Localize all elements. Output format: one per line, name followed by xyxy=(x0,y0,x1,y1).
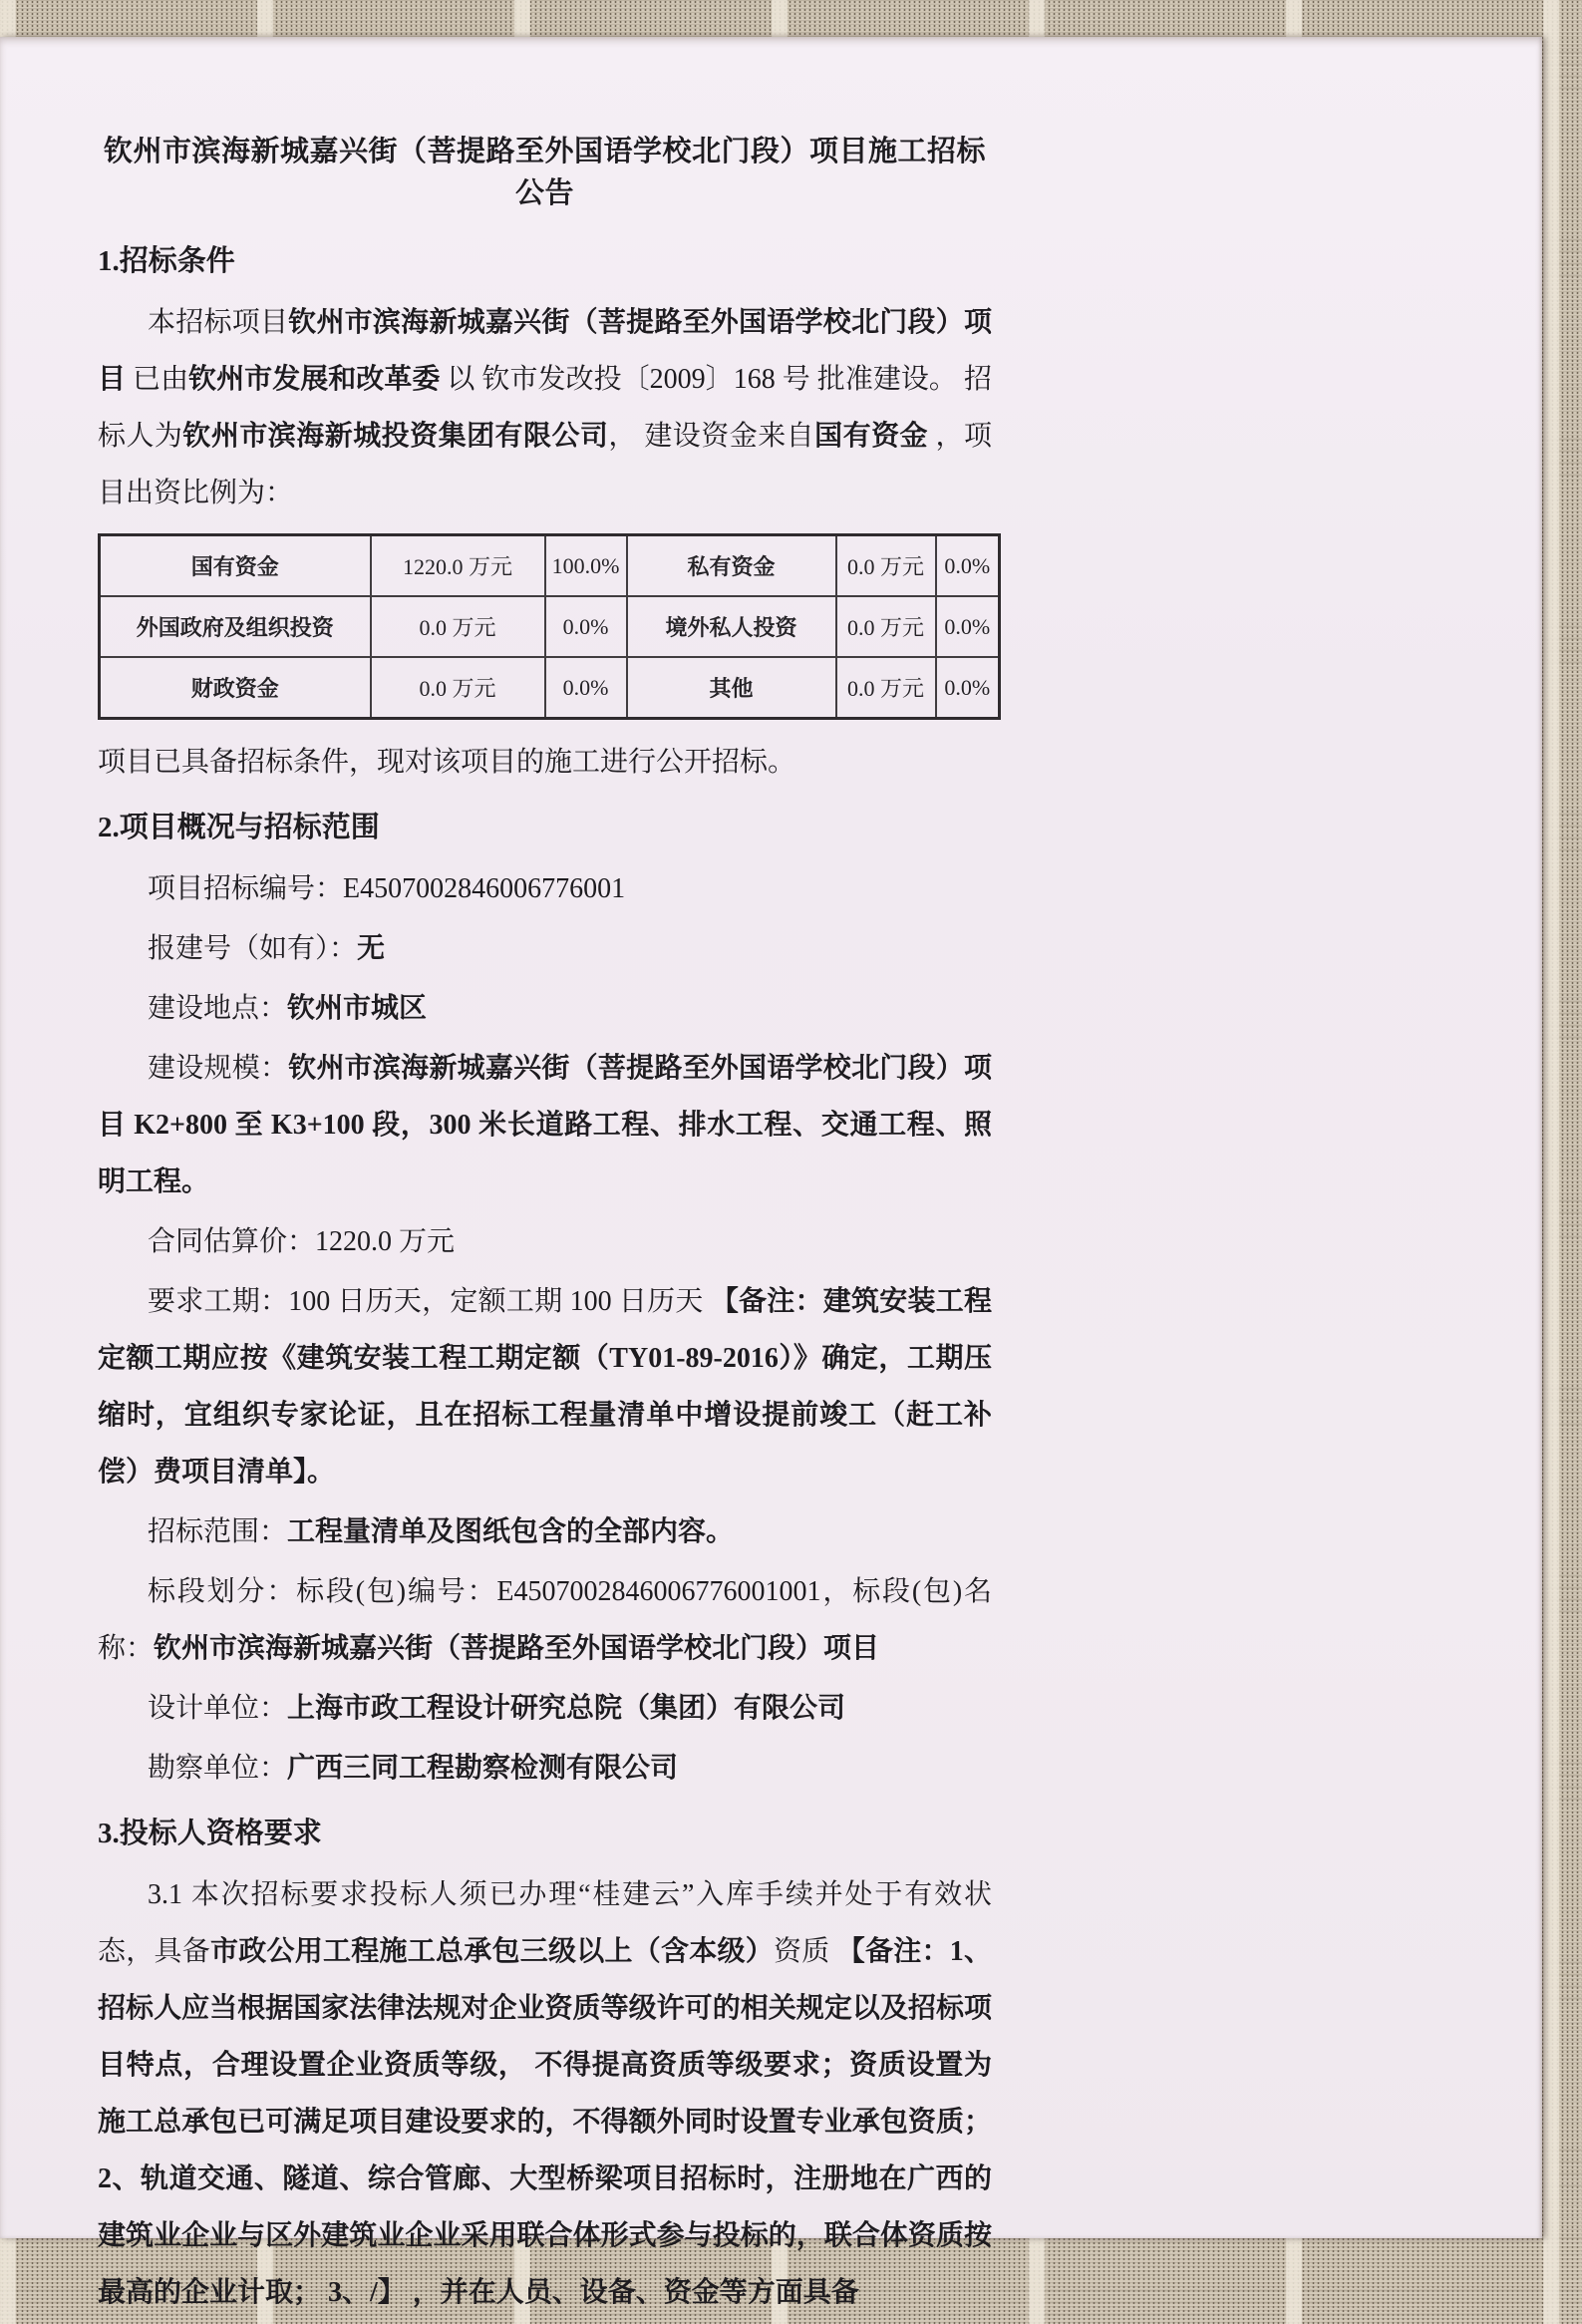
text-segment: 招标范围： xyxy=(148,1516,288,1547)
item-location xyxy=(98,980,992,1037)
text-segment: 要求工期：100 日历天，定额工期 100 日历天 xyxy=(148,1286,711,1317)
text-segment: 钦州市滨海新城嘉兴街（菩提路至外国语学校北门段）项目 K2+800 至 K3+100 段，300 米长道路工程、排水工程、交通工程、照明工程。 xyxy=(98,1053,992,1197)
table-cell-source: 国有资金 xyxy=(100,535,371,597)
table-cell-amount: 0.0 万元 xyxy=(836,535,936,597)
table-row xyxy=(100,596,1000,657)
document-page xyxy=(0,37,1542,2308)
item-design-unit xyxy=(98,1680,992,1737)
text-segment: 3.1 本次招标要求投标人须已办理“桂建云”入库手续并处于有效状态，具备 xyxy=(98,1879,992,1967)
text-segment: 钦州市发展和改革委 xyxy=(188,364,441,395)
table-cell-percent: 0.0% xyxy=(936,657,1000,719)
text-segment: 项目招标编号：E4507002846006776001 xyxy=(148,873,626,904)
section-3-heading: 3.投标人资格要求 xyxy=(98,1818,322,1849)
text-segment: 【备注：建筑安装工程定额工期应按《建筑安装工程工期定额（TY01-89-2016）》确定，工期压缩时，宜组织专家论证，且在招标工程量清单中增设提前竣工（赶工补偿）费项目清单】。 xyxy=(98,1286,992,1488)
text-segment: 钦州市滨海新城嘉兴街（菩提路至外国语学校北门段）项目 xyxy=(98,307,992,395)
text-segment: 广西三同工程勘察检测有限公司 xyxy=(287,1753,679,1784)
item-construction-period xyxy=(98,1273,992,1500)
text-segment: 标段划分：标段(包)编号：E4507002846006776001001，标段(包)名称： xyxy=(98,1576,992,1664)
text-segment: 建设规模： xyxy=(148,1053,289,1084)
table-cell-percent: 100.0% xyxy=(545,535,627,597)
text-segment: ， 建设资金来自 xyxy=(608,421,815,452)
text-segment: 工程量清单及图纸包含的全部内容。 xyxy=(287,1516,735,1547)
text-segment: 上海市政工程设计研究总院（集团）有限公司 xyxy=(287,1693,846,1724)
text-segment: 本招标项目 xyxy=(148,307,289,338)
text-segment: ，并在人员、设备、资金等方面具备 xyxy=(412,2277,859,2308)
text-segment: 钦州市城区 xyxy=(287,993,428,1024)
section-1-intro xyxy=(98,294,992,521)
table-cell-source: 其他 xyxy=(627,657,836,719)
item-lot-division xyxy=(98,1563,992,1677)
item-filing-number xyxy=(98,920,992,977)
text-segment: 国有资金 xyxy=(814,421,929,452)
page-title: 钦州市滨海新城嘉兴街（菩提路至外国语学校北门段）项目施工招标公告 xyxy=(103,136,986,209)
text-segment: 【备注：1、招标人应当根据国家法律法规对企业资质等级许可的相关规定以及招标项目特点，合理设置企业资质等级， 不得提高资质等级要求；资质设置为施工总承包已可满足项目建设要求的，不得额外同时设置专业承包资质； 2、轨道交通、隧道、综合管廊、大型桥梁项目招标时，注册地在广西的建筑业企业与区外建筑业企业采用联合体形式参与投标的，联合体资质按最高的企业计取； 3、/】 xyxy=(98,1936,992,2308)
text-segment: 钦州市滨海新城投资集团有限公司 xyxy=(182,421,609,452)
table-cell-percent: 0.0% xyxy=(545,596,627,657)
table-row xyxy=(100,535,1000,597)
text-segment: 设计单位： xyxy=(148,1693,288,1724)
text-segment: 合同估算价：1220.0 万元 xyxy=(148,1226,456,1257)
table-cell-amount: 0.0 万元 xyxy=(836,596,936,657)
table-cell-source: 财政资金 xyxy=(100,657,371,719)
text-segment: 无 xyxy=(357,933,386,964)
table-cell-percent: 0.0% xyxy=(936,535,1000,597)
text-segment: 资质 xyxy=(773,1936,837,1967)
text-segment: 建设地点： xyxy=(148,993,288,1024)
item-survey-unit xyxy=(98,1740,992,1797)
item-tender-number xyxy=(98,860,992,917)
item-tender-scope xyxy=(98,1503,992,1560)
funding-table xyxy=(98,533,1001,720)
item-scale xyxy=(98,1040,992,1210)
table-cell-amount: 0.0 万元 xyxy=(371,657,545,719)
text-segment: 报建号（如有）： xyxy=(148,933,358,964)
section-3-paragraph xyxy=(98,1866,992,2321)
section-1-closing: 项目已具备招标条件，现对该项目的施工进行公开招标。 xyxy=(98,747,796,778)
table-cell-source: 私有资金 xyxy=(627,535,836,597)
item-contract-estimate xyxy=(98,1213,992,1270)
table-cell-amount: 0.0 万元 xyxy=(371,596,545,657)
text-segment: 钦州市滨海新城嘉兴街（菩提路至外国语学校北门段）项目 xyxy=(154,1633,880,1664)
section-1-heading: 1.招标条件 xyxy=(98,245,235,277)
text-segment: 市政公用工程施工总承包三级以上（含本级） xyxy=(210,1936,774,1967)
table-cell-source: 外国政府及组织投资 xyxy=(100,596,371,657)
section-2-heading: 2.项目概况与招标范围 xyxy=(98,812,380,843)
table-cell-percent: 0.0% xyxy=(545,657,627,719)
table-cell-percent: 0.0% xyxy=(936,596,1000,657)
text-segment: 勘察单位： xyxy=(148,1753,288,1784)
table-row xyxy=(100,657,1000,719)
table-cell-source: 境外私人投资 xyxy=(627,596,836,657)
text-segment: 已由 xyxy=(126,364,189,395)
document-content xyxy=(98,131,992,2324)
table-cell-amount: 0.0 万元 xyxy=(836,657,936,719)
text-segment: 以 钦市发改投〔2009〕168 号 批准建设。 招标人为 xyxy=(98,364,992,452)
text-segment: ，项目出资比例为： xyxy=(98,421,992,508)
table-cell-amount: 1220.0 万元 xyxy=(371,535,545,597)
